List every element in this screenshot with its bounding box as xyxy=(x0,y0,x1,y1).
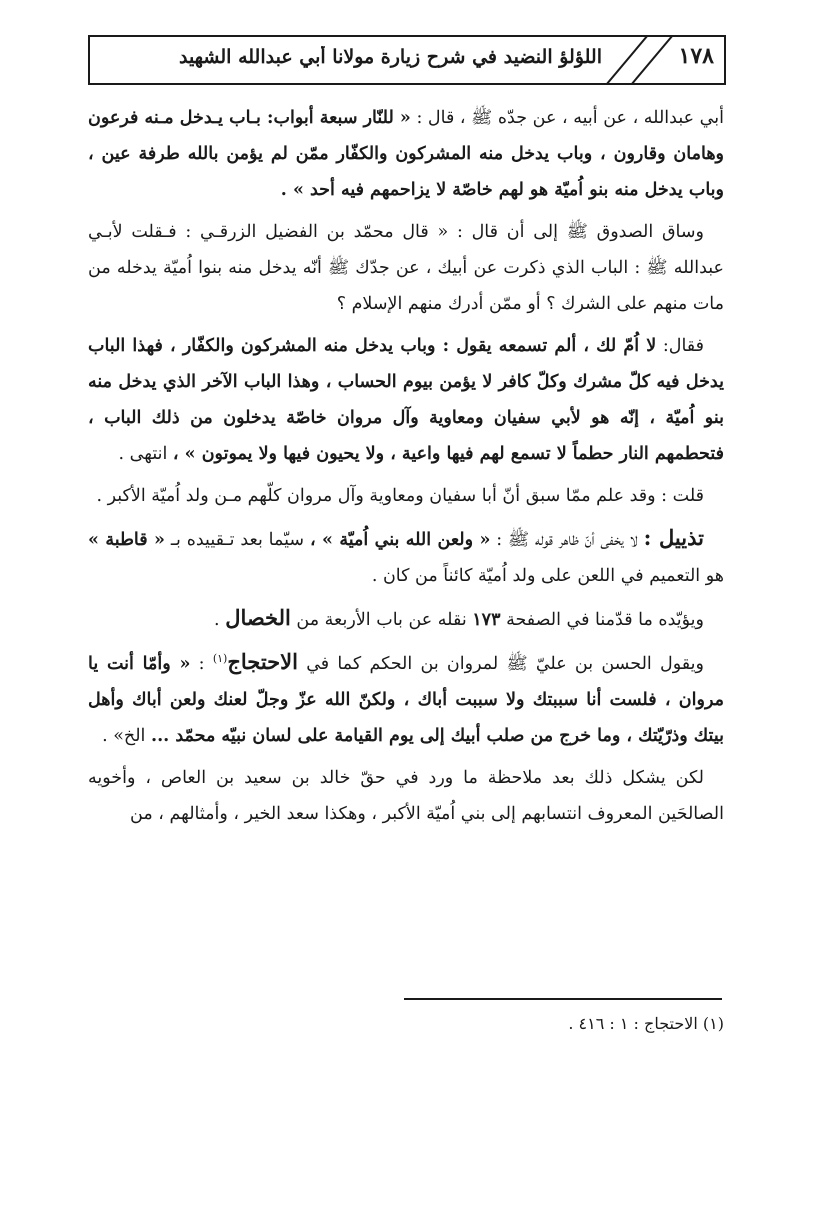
page-number: ١٧٨ xyxy=(678,43,714,69)
book-title: الاحتجاج xyxy=(227,649,298,674)
book-title: الخصال xyxy=(225,605,291,630)
running-title: اللؤلؤ النضيد في شرح زيارة مولانا أبي عبدالله الشهيد xyxy=(178,46,602,68)
page-reference: ١٧٣ xyxy=(472,610,501,630)
text-span: فقال: xyxy=(662,336,704,356)
text-span: سيّما بعد تـقييده بـ xyxy=(170,530,305,550)
main-text xyxy=(88,100,724,838)
paragraph-1 xyxy=(88,100,724,208)
paragraph-8 xyxy=(88,760,724,832)
text-span: نقله عن باب الأربعة من xyxy=(296,610,467,630)
paragraph-6 xyxy=(88,600,724,638)
text-span: أبي عبدالله ، عن أبيه ، عن جدّه ﷺ ، قال : xyxy=(416,108,724,128)
quote: « ولعن الله بني اُميّة » ، xyxy=(309,530,491,550)
paragraph-7 xyxy=(88,644,724,754)
text-span: . xyxy=(214,610,220,630)
quote: « قاطبة » xyxy=(88,530,165,550)
hadith-quote: « وأمّا أنت يا مروان ، فلست أنا سببتك ولا سببت أباك ، ولكنّ الله عزّ وجلّ لعنك ولعن أباك وأهل بيتك وذرّيّتك ، وما خرج من صلب أبيك إلى يوم القيامة على لسان نبيّه محمّد ... xyxy=(88,654,724,746)
text-span: : xyxy=(198,654,205,674)
text-span: ويؤيّده ما قدّمنا في الصفحة xyxy=(506,610,704,630)
paragraph-3 xyxy=(88,328,724,472)
paragraph-4 xyxy=(88,478,724,514)
paragraph-2 xyxy=(88,214,724,322)
text-span: لكن يشكل ذلك بعد ملاحظة ما ورد في حقّ خالد بن سعيد بن العاص ، وأخويه الصالحَين المعروف انتسابهم إلى بني اُميّة الأكبر ، وهكذا سعد الخير ، وأمثالهم ، من xyxy=(88,768,724,824)
hadith-quote: لا اُمّ لك ، ألم تسمعه يقول : وباب يدخل منه المشركون والكفّار ، فهذا الباب يدخل فيه كلّ مشرك وكلّ كافر لا يؤمن بيوم الحساب ، وهذا الباب الآخر الذي يدخل منه بنو اُميّة ، إنّه هو لأبي سفيان ومعاوية وآل مروان خاصّة يدخلون من ذلك الباب ، فتحطمهم النار حطماً لا تسمع لهم فيها واعية ، ولا يحيون فيها ولا يموتون » ، xyxy=(88,336,724,464)
footnote-divider xyxy=(404,998,722,1000)
text-span: انتهى . xyxy=(118,444,168,464)
text-span: هو التعميم في اللعن على ولد اُميّة كائناً من كان . xyxy=(371,566,724,586)
text-span: الخ» . xyxy=(102,726,146,746)
text-span: لا يخفى أنّ ظاهر قوله ﷺ : xyxy=(496,530,638,550)
text-span: وساق الصدوق ﷺ إلى أن قال : « قال محمّد بن الفضيل الزرقـي : فـقلت لأبـي عبدالله ﷺ : الباب الذي ذكرت عن أبيك ، عن جدّك ﷺ أنّه يدخل منه بنوا اُميّة يدخله من مات منهم على الشرك ؟ أو ممّن أدرك منهم الإسلام ؟ xyxy=(88,222,724,314)
hadith-quote: « للنّار سبعة أبواب: بـاب يـدخل مـنه فرعون وهامان وقارون ، وباب يدخل منه المشركون والكفّار ممّن لم يؤمن بالله طرفة عين ، وباب يدخل منه بنو اُميّة هو لهم خاصّة لا يزاحمهم فيه أحد » . xyxy=(88,108,724,200)
footnote-marker: (١) xyxy=(212,652,228,666)
footnote: (١) الاحتجاج : ١ : ٤١٦ . xyxy=(568,1014,724,1033)
text-span: قلت : وقد علم ممّا سبق أنّ أبا سفيان ومعاوية وآل مروان كلّهم مـن ولد اُميّة الأكبر . xyxy=(96,486,704,506)
paragraph-5 xyxy=(88,520,724,594)
header-slash-ornament xyxy=(586,35,676,85)
appendix-label: تذييل : xyxy=(643,525,704,550)
text-span: ويقول الحسن بن عليّ ﷺ لمروان بن الحكم كما في xyxy=(306,654,704,674)
running-header xyxy=(88,35,726,85)
